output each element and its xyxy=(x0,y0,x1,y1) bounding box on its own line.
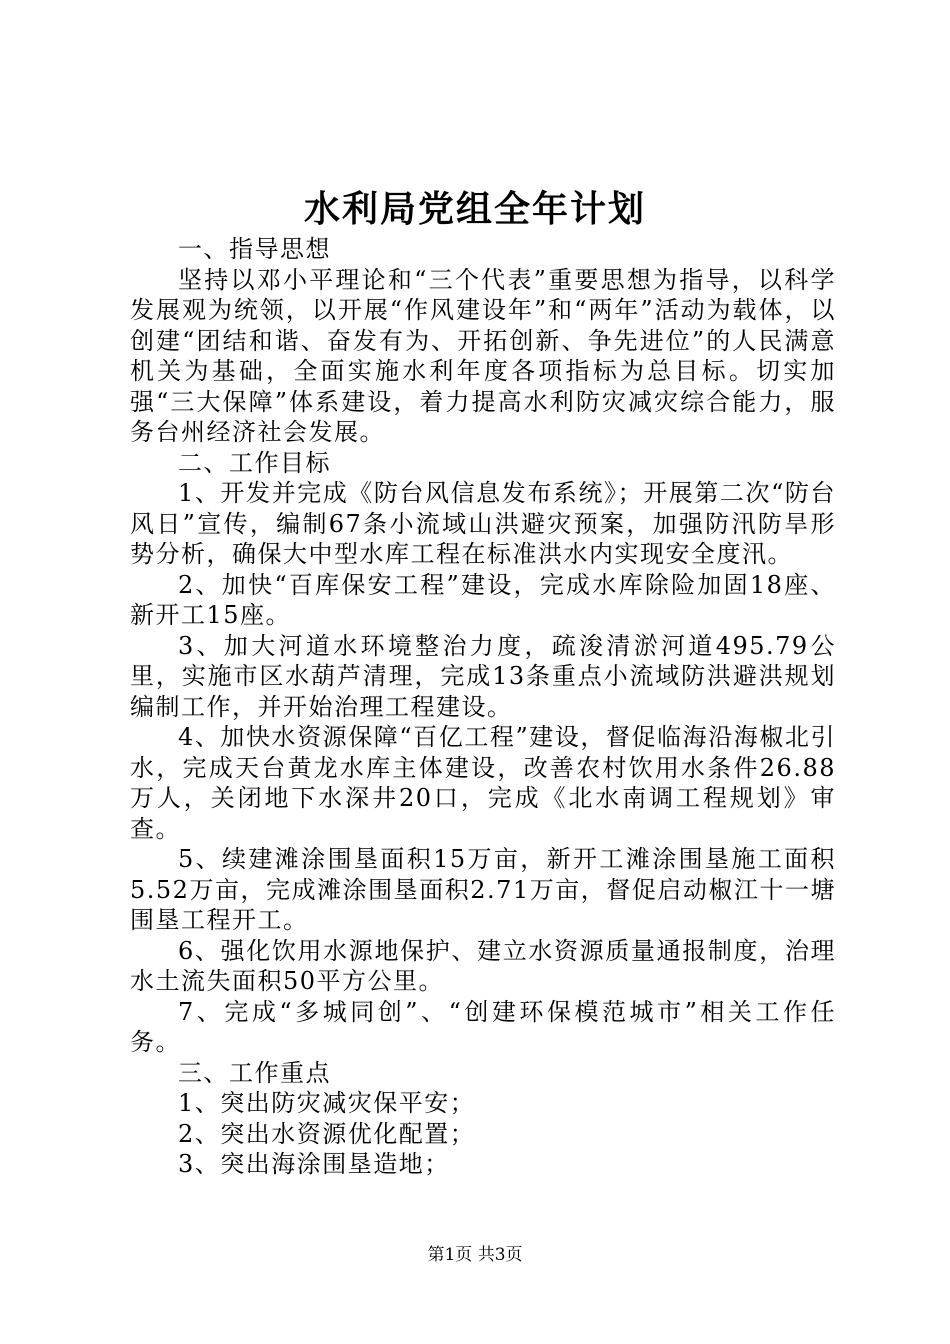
list-item: 3、突出海涂围垦造地； xyxy=(178,1150,450,1178)
page-footer: 第1页 共3页 xyxy=(427,1245,523,1265)
section-heading: 三、工作重点 xyxy=(178,1058,331,1087)
list-item: 2、突出水资源优化配置； xyxy=(178,1119,476,1148)
document-title: 水利局党组全年计划 xyxy=(303,188,646,230)
document-body xyxy=(130,234,836,1180)
section-heading: 一、指导思想 xyxy=(178,235,331,263)
paragraph: 4、加快水资源保障“百亿工程”建设，督促临海沿海椒北引水，完成天台黄龙水库主体建设，改善农村饮用水条件26.88万人，关闭地下水深井20口，完成《北水南调工程规划》审查。 xyxy=(130,723,836,843)
list-item: 1、突出防灾减灾保平安； xyxy=(178,1089,476,1117)
section-heading: 二、工作目标 xyxy=(178,448,331,477)
paragraph: 2、加快“百库保安工程”建设，完成水库除险加固18座、新开工15座。 xyxy=(130,570,836,629)
paragraph: 5、续建滩涂围垦面积15万亩，新开工滩涂围垦施工面积5.52万亩，完成滩涂围垦面积2.71万亩，督促启动椒江十一塘围垦工程开工。 xyxy=(130,845,836,934)
paragraph: 3、加大河道水环境整治力度，疏浚清淤河道495.79公里，实施市区水葫芦清理，完成13条重点小流域防洪避洪规划编制工作，并开始治理工程建设。 xyxy=(130,631,836,721)
paragraph: 7、完成“多城同创”、“创建环保模范城市”相关工作任务。 xyxy=(130,997,836,1056)
paragraph: 6、强化饮用水源地保护、建立水资源质量通报制度，治理水土流失面积50平方公里。 xyxy=(130,936,836,995)
paragraph: 坚持以邓小平理论和“三个代表”重要思想为指导，以科学发展观为统领，以开展“作风建设年”和“两年”活动为载体，以创建“团结和谐、奋发有为、开拓创新、争先进位”的人民满意机关为基础，全面实施水利年度各项指标为总目标。切实加强“三大保障”体系建设，着力提高水利防灾减灾综合能力，服务台州经济社会发展。 xyxy=(130,265,836,446)
paragraph: 1、开发并完成《防台风信息发布系统》；开展第二次“防台风日”宣传，编制67条小流域山洪避灾预案，加强防汛防旱形势分析，确保大中型水库工程在标准洪水内实现安全度汛。 xyxy=(130,479,836,568)
